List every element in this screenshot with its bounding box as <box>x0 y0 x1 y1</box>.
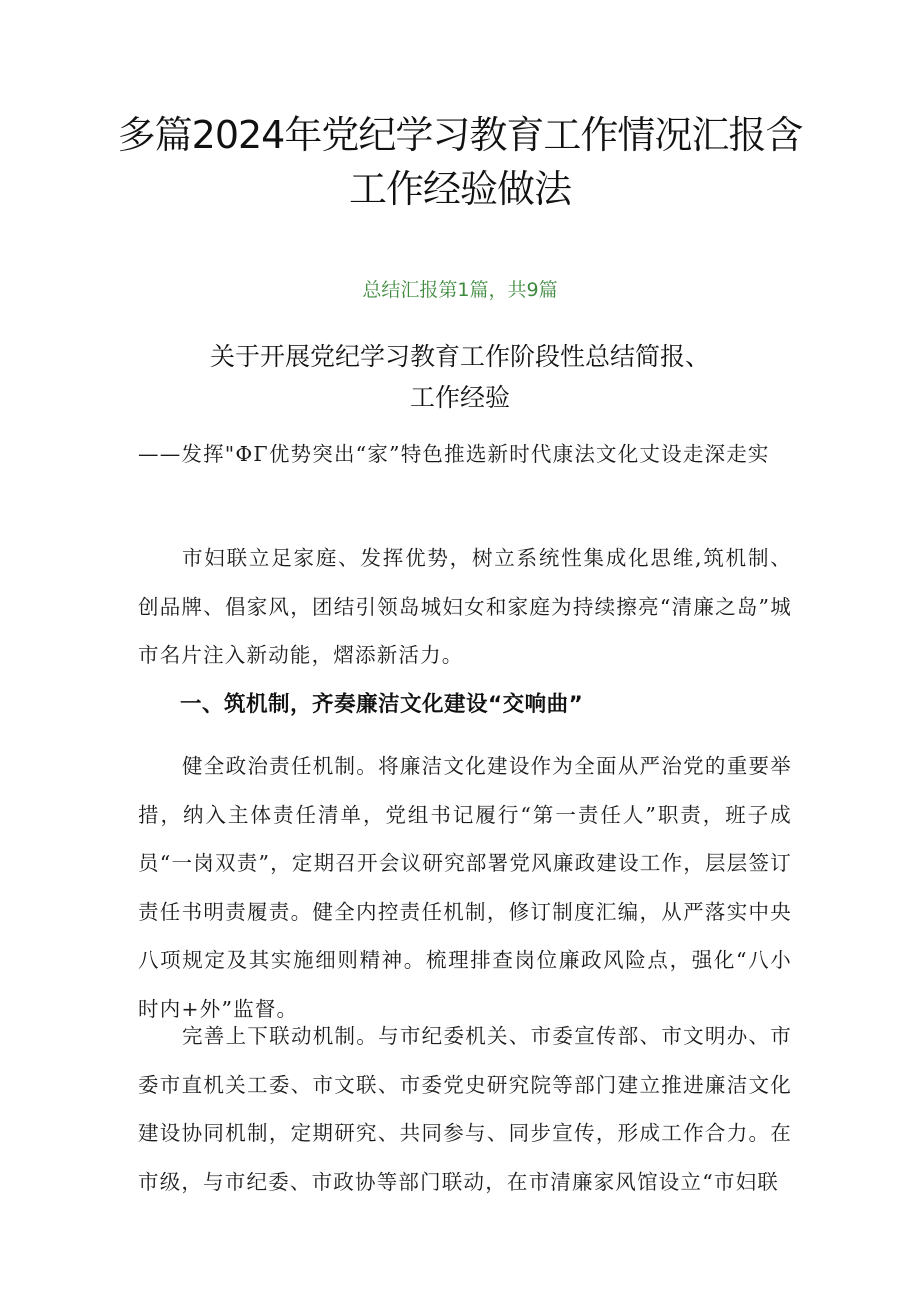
section-heading-1: 一、筑机制，齐奏廉洁文化建设“交响曲” <box>180 692 584 717</box>
intro-paragraph: 市妇联立足家庭、发挥优势，树立系统性集成化思维,筑机制、创品牌、倡家风，团结引领岛城妇女和家庭为持续擦亮“清廉之岛”城市名片注入新动能，熠添新活力。 <box>138 546 792 668</box>
document-title <box>100 108 820 216</box>
article-title <box>140 336 780 418</box>
article-title-line-2: 工作经验 <box>409 383 510 412</box>
part-counter: 总结汇报第1篇，共9篇 <box>362 279 558 301</box>
section-1-paragraph-1: 健全政治责任机制。将廉洁文化建设作为全面从严治党的重要举措，纳入主体责任清单，党组书记履行“第一责任人”职责，班子成员“一岗双责”，定期召开会议研究部署党风廉政建设工作，层层签订责任书明责履责。健全内控责任机制，修订制度汇编，从严落实中央八项规定及其实施细则精神。梳理排查岗位廉政风险点，强化“八小时内+外”监督。 <box>138 754 792 1021</box>
article-title-line-1: 关于开展党纪学习教育工作阶段性总结简报、 <box>209 342 710 371</box>
document-title-line-2: 工作经验做法 <box>348 167 571 211</box>
document-title-line-1: 多篇2024年党纪学习教育工作情况汇报含 <box>117 113 803 157</box>
article-subtitle: ——发挥"ΦΓ优势突出“家”特色推选新时代康法文化丈设走深走实 <box>138 442 770 466</box>
section-1-paragraph-2: 完善上下联动机制。与市纪委机关、市委宣传部、市文明办、市委市直机关工委、市文联、市委党史研究院等部门建立推进廉洁文化建设协同机制，定期研究、共同参与、同步宣传，形成工作合力。在市级，与市纪委、市政协等部门联动，在市清廉家风馆设立“市妇联 <box>138 1024 792 1194</box>
